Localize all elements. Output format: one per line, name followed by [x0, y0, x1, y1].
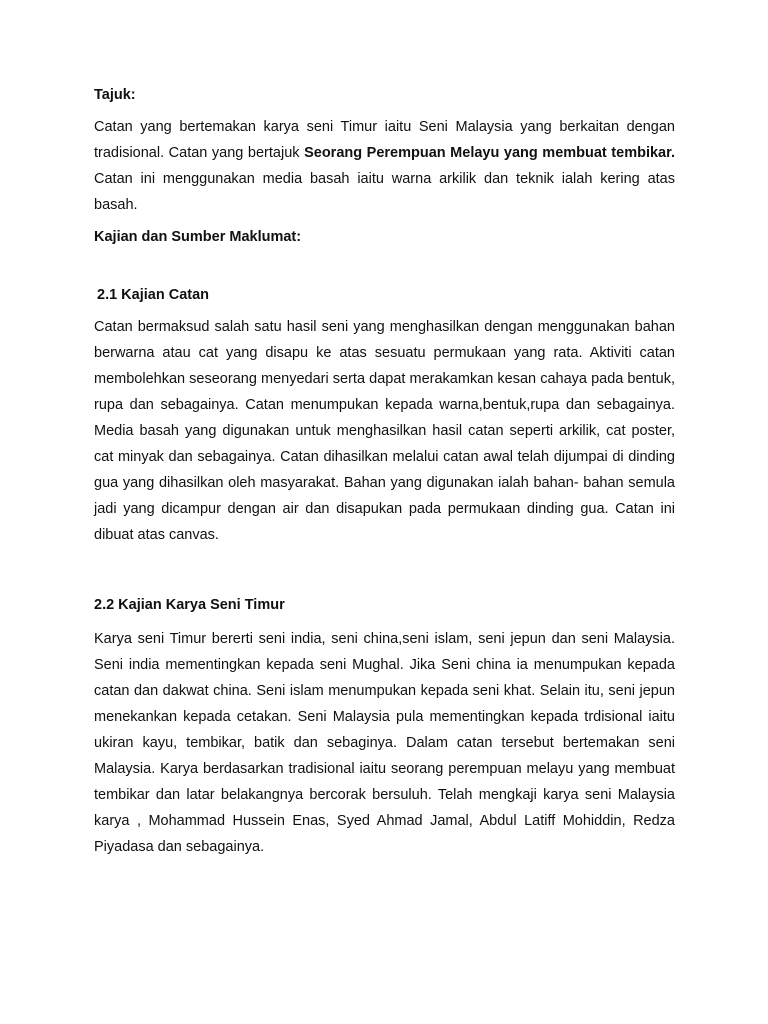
kajian-heading: Kajian dan Sumber Maklumat: — [94, 229, 302, 245]
section-timur-paragraph: Karya seni Timur bererti seni india, seni china,seni islam, seni jepun dan seni Malaysia. Seni india mementingkan kepada seni Mughal. Jika Seni china ia menumpukan kepada catan dan dakwat china. Seni islam menumpukan kepada seni khat. Selain itu, seni jepun menekankan kepada cetakan. Seni Malaysia pula mementingkan kepada trdisional iaitu ukiran kayu, tembikar, batik dan sebaginya. Dalam catan tersebut bertemakan seni Malaysia. Karya berdasarkan tradisional iaitu seorang perempuan melayu yang membuat tembikar dan latar belakangnya bercorak bersuluh. Telah mengkaji karya seni Malaysia karya , Mohammad Hussein Enas, Syed Ahmad Jamal, Abdul Latiff Mohiddin, Redza Piyadasa dan sebagainya. — [94, 631, 675, 855]
tajuk-heading: Tajuk: — [94, 87, 136, 103]
artwork-title: Seorang Perempuan Melayu yang membuat tembikar. — [304, 145, 675, 161]
section-catan-heading: 2.1 Kajian Catan — [97, 287, 210, 303]
section-timur-heading: 2.2 Kajian Karya Seni Timur — [94, 597, 285, 613]
tajuk-text-end: Catan ini menggunakan media basah iaitu warna arkilik dan teknik ialah kering atas basah. — [94, 171, 675, 213]
tajuk-paragraph — [94, 114, 675, 218]
section-catan-paragraph: Catan bermaksud salah satu hasil seni yang menghasilkan dengan menggunakan bahan berwarna atau cat yang disapu ke atas sesuatu permukaan yang rata. Aktiviti catan membolehkan seseorang menyedari serta dapat merakamkan kesan cahaya pada bentuk, rupa dan sebagainya. Catan menumpukan kepada warna,bentuk,rupa dan sebagainya. Media basah yang digunakan untuk menghasilkan hasil catan seperti arkilik, cat poster, cat minyak dan sebagainya. Catan dihasilkan melalui catan awal telah dijumpai di dinding gua yang dihasilkan oleh masyarakat. Bahan yang digunakan ialah bahan- bahan semula jadi yang dicampur dengan air dan disapukan pada permukaan dinding gua. Catan ini dibuat atas canvas. — [94, 319, 675, 543]
tajuk-text-start: Catan yang bertemakan karya seni Timur iaitu Seni Malaysia yang berkaitan dengan tradisional. Catan yang bertajuk — [94, 119, 675, 161]
document-page — [94, 82, 675, 860]
